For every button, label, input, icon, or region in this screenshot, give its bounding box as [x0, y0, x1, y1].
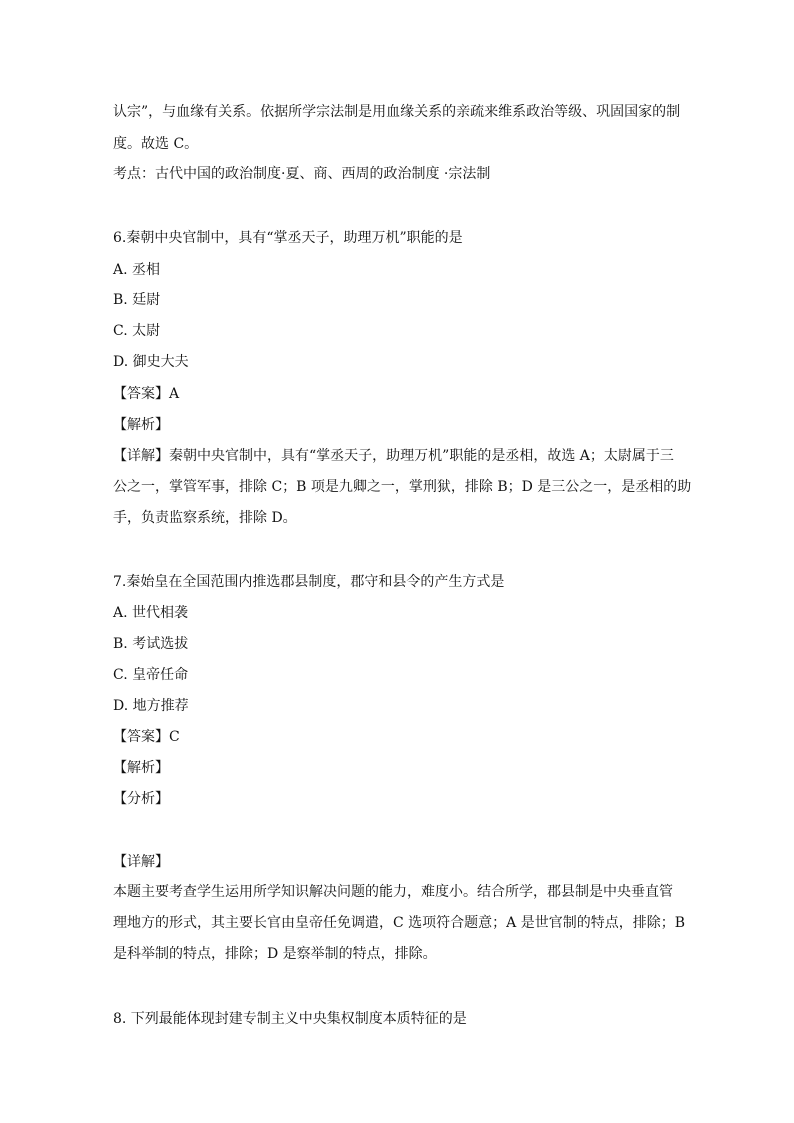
- q6-option-d: D. 御史大夫: [113, 354, 189, 370]
- q6-detail-line-3: 手，负责监察系统，排除 D。: [113, 510, 297, 526]
- q6-analysis-label: 【解析】: [113, 417, 169, 433]
- q7-option-c: C. 皇帝任命: [113, 667, 189, 683]
- q7-fenxi-label: 【分析】: [113, 791, 169, 807]
- q7-stem: 7.秦始皇在全国范围内推选郡县制度，郡守和县令的产生方式是: [113, 574, 505, 590]
- q6-option-c: C. 太尉: [113, 323, 161, 339]
- q7-option-d: D. 地方推荐: [113, 698, 189, 714]
- q7-option-a: A. 世代相袭: [113, 605, 189, 621]
- q6-detail-line-1: 【详解】秦朝中央官制中，具有“掌丞天子，助理万机”职能的是丞相，故选 A；太尉属于三: [113, 448, 674, 464]
- q7-answer: 【答案】C: [113, 729, 180, 745]
- q8-stem: 8. 下列最能体现封建专制主义中央集权制度本质特征的是: [113, 1011, 467, 1027]
- prev-kaodian: 考点：古代中国的政治制度·夏、商、西周的政治制度 ·宗法制: [113, 166, 491, 182]
- q6-detail-line-2: 公之一，掌管军事，排除 C；B 项是九卿之一，掌刑狱，排除 B；D 是三公之一，是丞相的助: [113, 479, 692, 495]
- q6-option-a: A. 丞相: [113, 262, 161, 278]
- q7-analysis-label: 【解析】: [113, 760, 169, 776]
- prev-explanation-line-2: 度。故选 C。: [113, 136, 199, 152]
- q6-answer: 【答案】A: [113, 386, 180, 402]
- q6-stem: 6.秦朝中央官制中，具有“掌丞天子，助理万机”职能的是: [113, 230, 463, 246]
- q7-detail-line-3: 是科举制的特点，排除；D 是察举制的特点，排除。: [113, 946, 437, 962]
- q7-detail-line-2: 理地方的形式，其主要长官由皇帝任免调遣，C 选项符合题意；A 是世官制的特点，排除；B: [113, 915, 686, 931]
- q6-option-b: B. 廷尉: [113, 292, 161, 308]
- q7-detail-label: 【详解】: [113, 854, 169, 870]
- q7-detail-line-1: 本题主要考查学生运用所学知识解决问题的能力，难度小。结合所学，郡县制是中央垂直管: [113, 884, 673, 900]
- prev-explanation-line-1: 认宗”，与血缘有关系。依据所学宗法制是用血缘关系的亲疏来维系政治等级、巩固国家的制: [113, 104, 681, 120]
- q7-option-b: B. 考试选拔: [113, 636, 189, 652]
